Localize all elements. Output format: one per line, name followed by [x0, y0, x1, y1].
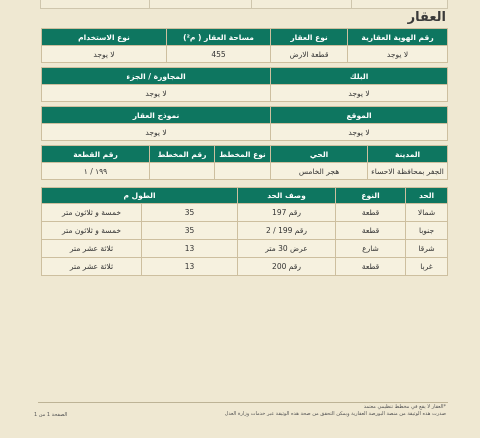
type-cell: قطعة: [336, 204, 406, 222]
length-cell: 13: [142, 240, 238, 258]
side-cell: غربا: [406, 258, 448, 276]
plan-type-header: نوع المخطط: [215, 146, 271, 163]
footnote: [225, 404, 446, 418]
plan-type-value: [215, 163, 271, 180]
usage-type-header: نوع الاستخدام: [42, 29, 167, 46]
table-row: [42, 204, 448, 222]
neighborhood-part-value: لا يوجد: [42, 85, 271, 102]
description-cell: عرض 30 متر: [238, 240, 336, 258]
side-cell: شرقا: [406, 240, 448, 258]
description-cell: رقم 199 / 2: [238, 222, 336, 240]
property-area-header: مساحة العقار ( م²): [167, 29, 271, 46]
length-words-cell: ثلاثة عشر متر: [42, 240, 142, 258]
block-value: لا يوجد: [271, 85, 448, 102]
property-type-value: قطعة الارض: [271, 46, 348, 63]
length-words-cell: خمسة و ثلاثون متر: [42, 204, 142, 222]
side-header: الحد: [406, 188, 448, 204]
table-row: [42, 258, 448, 276]
property-area-value: 455: [167, 46, 271, 63]
property-model-header: نموذج العقار: [42, 107, 271, 124]
previous-section-edge: [40, 0, 448, 9]
usage-type-value: لا يوجد: [42, 46, 167, 63]
property-id-header: رقم الهوية العقارية: [348, 29, 448, 46]
footnote-line-1: *العقار لا يقع في مخطط تنظيمي معتمد: [363, 404, 446, 410]
city-header: المدينة: [368, 146, 448, 163]
page-number: الصفحة 1 من 1: [34, 412, 68, 418]
length-words-cell: ثلاثة عشر متر: [42, 258, 142, 276]
footer-divider: [38, 402, 448, 403]
table-row: [42, 222, 448, 240]
length-cell: 13: [142, 258, 238, 276]
location-header: الموقع: [271, 107, 448, 124]
side-cell: جنوبا: [406, 222, 448, 240]
length-cell: 35: [142, 204, 238, 222]
property-id-value: لا يوجد: [348, 46, 448, 63]
description-cell: رقم 200: [238, 258, 336, 276]
length-words-cell: خمسة و ثلاثون متر: [42, 222, 142, 240]
type-cell: قطعة: [336, 258, 406, 276]
length-cell: 35: [142, 222, 238, 240]
property-table: [41, 28, 448, 180]
type-cell: قطعة: [336, 222, 406, 240]
description-cell: رقم 197: [238, 204, 336, 222]
plan-number-header: رقم المخطط: [150, 146, 215, 163]
property-model-value: لا يوجد: [42, 124, 271, 141]
city-value: الجفر بمحافظة الاحساء: [368, 163, 448, 180]
block-header: البلك: [271, 68, 448, 85]
boundaries-table: [41, 187, 448, 276]
type-header: النوع: [336, 188, 406, 204]
footnote-line-2: صدرت هذه الوثيقة من منصة البورصة العقارية ويمكن التحقق من صحة هذه الوثيقة عبر خدمات وزارة العدل: [224, 411, 446, 417]
description-header: وصف الحد: [238, 188, 336, 204]
type-cell: شارع: [336, 240, 406, 258]
plan-number-value: [150, 163, 215, 180]
neighborhood-part-header: المجاورة / الجزء: [42, 68, 271, 85]
table-row: [42, 240, 448, 258]
length-header: الطول م: [42, 188, 238, 204]
side-cell: شمالا: [406, 204, 448, 222]
plot-number-value: ١٩٩ / ١: [42, 163, 150, 180]
plot-number-header: رقم القطعة: [42, 146, 150, 163]
property-type-header: نوع العقار: [271, 29, 348, 46]
location-value: لا يوجد: [271, 124, 448, 141]
district-value: هجر الخامس: [271, 163, 368, 180]
district-header: الحي: [271, 146, 368, 163]
section-title: العقار: [407, 10, 446, 25]
